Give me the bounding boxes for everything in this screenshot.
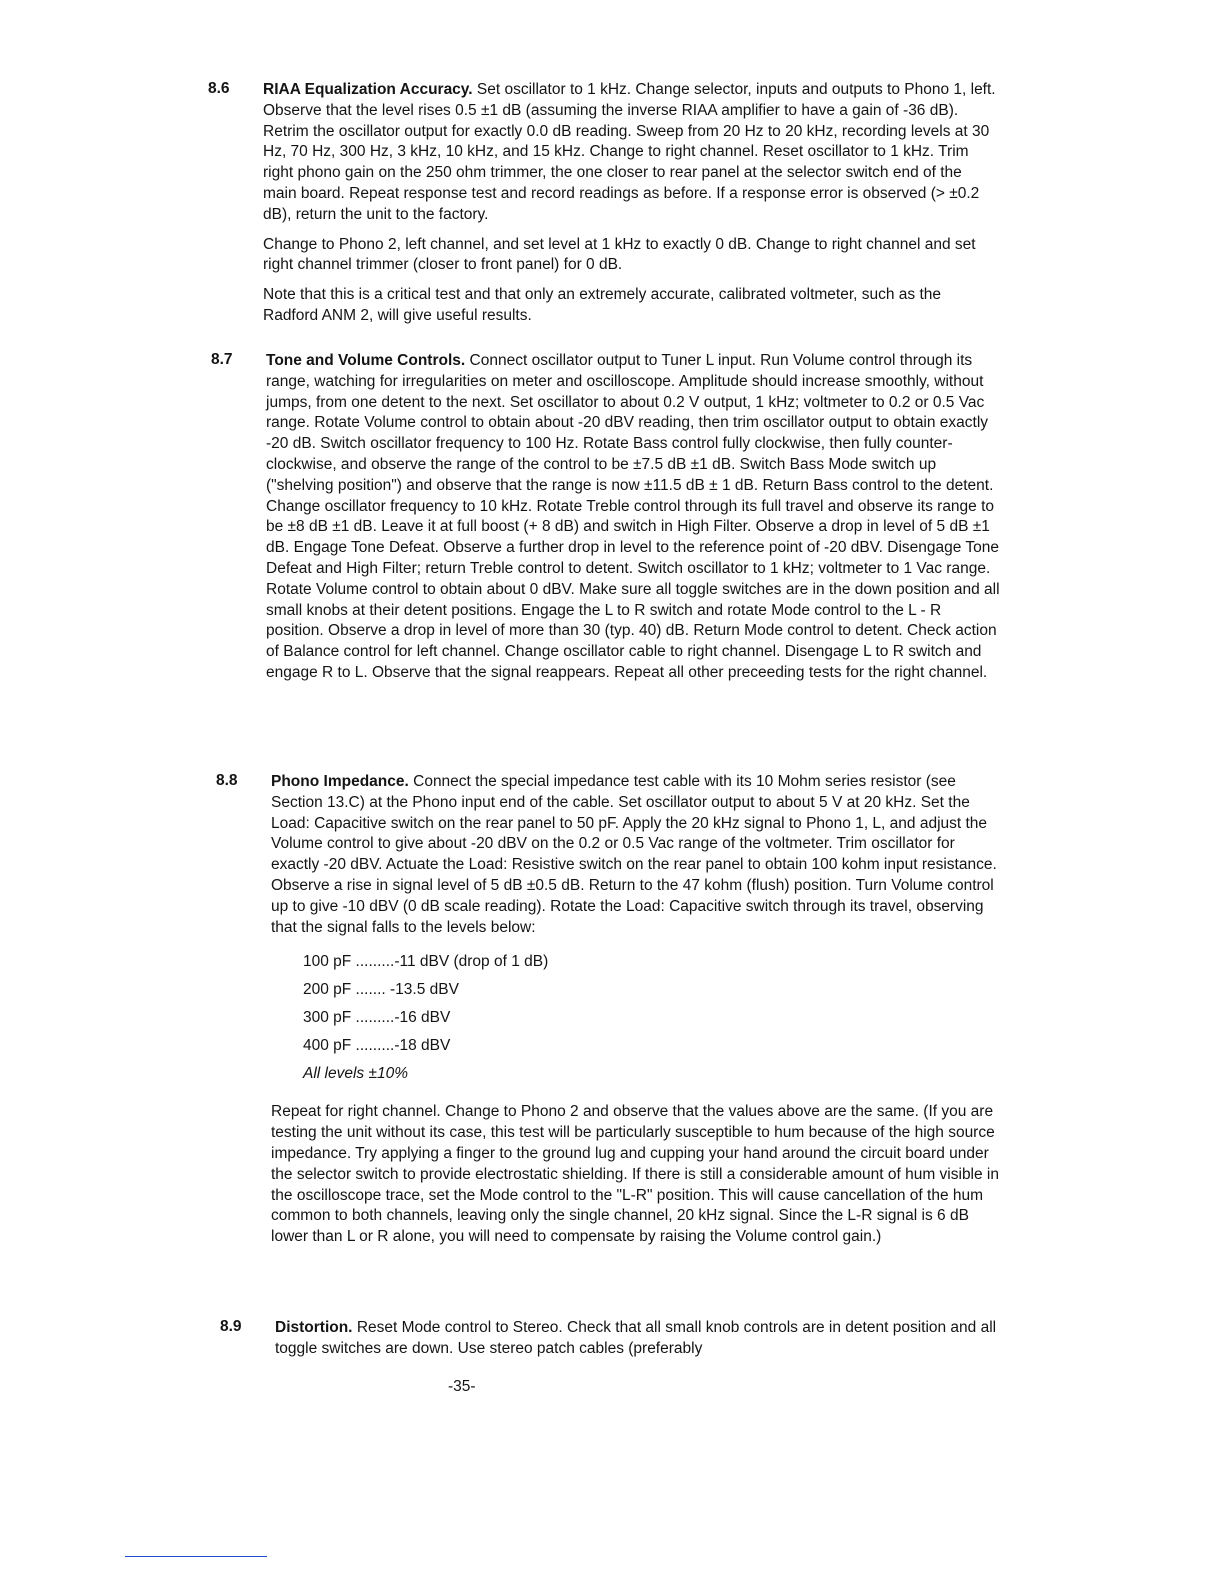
paragraph: Note that this is a critical test and that only an extremely accurate, calibrated voltmeter, such as the Radford ANM 2, will give useful results.: [263, 286, 942, 324]
section-number: 8.9: [220, 1318, 242, 1335]
section-heading: Distortion.: [275, 1319, 353, 1336]
section-heading: Tone and Volume Controls.: [266, 352, 466, 369]
section-number: 8.8: [216, 772, 238, 789]
levels-row: 200 pF ....... -13.5 dBV: [303, 981, 459, 999]
levels-row: 100 pF .........-11 dBV (drop of 1 dB): [303, 953, 549, 971]
section-number: 8.6: [208, 80, 230, 97]
paragraph-text: Set oscillator to 1 kHz. Change selector, inputs and outputs to Phono 1, left. Observe that the level rises 0.5 ±1 dB (assuming the inverse RIAA amplifier to have a gain of -36 dB). Retrim the oscillator output for exactly 0.0 dB reading. Sweep from 20 Hz to 20 kHz, recording levels at 30 Hz, 70 Hz, 300 Hz, 3 kHz, 10 kHz, and 15 kHz. Change to right channel. Reset oscillator to 1 kHz. Trim right phono gain on the 250 ohm trimmer, the one closer to rear panel at the selector switch end of the main board. Repeat response test and record readings as before. If a response error is observed (> ±0.2 dB), return the unit to the factory.: [263, 81, 996, 223]
section-heading: Phono Impedance.: [271, 773, 409, 790]
paragraph-text: Connect the special impedance test cable with its 10 Mohm series resistor (see Section 13.C) at the Phono input end of the cable. Set oscillator output to about 5 V at 20 kHz. Set the Load: Capacitive switch on the rear panel to 50 pF. Apply the 20 kHz signal to Phono 1, L, and adjust the Volume control to give about -20 dBV on the 0.2 or 0.5 Vac range of the voltmeter. Trim oscillator for exactly -20 dBV. Actuate the Load: Resistive switch on the rear panel to obtain 100 kohm input resistance. Observe a rise in signal level of 5 dB ±0.5 dB. Return to the 47 kohm (flush) position. Turn Volume control up to give -10 dBV (0 dB scale reading). Rotate the Load: Capacitive switch through its travel, observing that the signal falls to the levels below:: [271, 773, 997, 936]
section-body: [263, 80, 998, 327]
paragraph: [275, 1318, 1010, 1360]
section-body: [266, 351, 1001, 684]
paragraph: [263, 80, 998, 226]
levels-table: [303, 948, 1006, 1088]
paragraph-text: Reset Mode control to Stereo. Check that all small knob controls are in detent position and all toggle switches are down. Use stereo patch cables (preferably: [275, 1319, 997, 1357]
levels-row: 300 pF .........-16 dBV: [303, 1009, 451, 1027]
paragraph-text: Connect oscillator output to Tuner L input. Run Volume control through its range, watching for irregularities on meter and oscilloscope. Amplitude should increase smoothly, without jumps, from one detent to the next. Set oscillator to about 0.2 V output, 1 kHz; voltmeter to 0.2 or 0.5 Vac range. Rotate Volume control to obtain about -20 dBV reading, then trim oscillator output to obtain exactly -20 dB. Switch oscillator frequency to 100 Hz. Rotate Bass control fully clockwise, then fully counter-clockwise, and observe the range of the control to be ±7.5 dB ±1 dB. Switch Bass Mode switch up ("shelving position") and observe that the range is now ±11.5 dB ± 1 dB. Return Bass control to the detent. Change oscillator frequency to 10 kHz. Rotate Treble control through its full travel and observe its range to be ±8 dB ±1 dB. Leave it at full boost (+ 8 dB) and switch in High Filter. Observe a drop in level of 5 dB ±1 dB. Engage Tone Defeat. Observe a further drop in level to the reference point of -20 dBV. Disengage Tone Defeat and High Filter; return Treble control to detent. Switch oscillator to 1 kHz; voltmeter to 1 Vac range. Rotate Volume control to obtain about 0 dBV. Make sure all toggle switches are in the down position and all small knobs at their detent positions. Engage the L to R switch and rotate Mode control to the L - R position. Observe a drop in level of more than 30 (typ. 40) dB. Return Mode control to detent. Check action of Balance control for left channel. Change oscillator cable to right channel. Disengage L to R switch and engage R to L. Observe that the signal reappears. Repeat all other preceeding tests for the right channel.: [266, 352, 1000, 681]
section-heading: RIAA Equalization Accuracy.: [263, 81, 473, 98]
paragraph: Change to Phono 2, left channel, and set level at 1 kHz to exactly 0 dB. Change to right channel and set right channel trimmer (closer to front panel) for 0 dB.: [263, 235, 976, 274]
footnote-separator: [125, 1556, 267, 1557]
section-body: [275, 1318, 1010, 1360]
section-number: 8.7: [211, 351, 233, 368]
paragraph: Repeat for right channel. Change to Phono 2 and observe that the values above are the same. (If you are testing the unit without its case, this test will be particularly susceptible to hum because of the high source impedance. Try applying a finger to the ground lug and cupping your hand around the circuit board under the selector switch to provide electrostatic shielding. If there is still a considerable amount of hum visible in the oscilloscope trace, set the Mode control to the "L-R" position. This will cause cancellation of the hum common to both channels, leaving only the single channel, 20 kHz signal. Since the L-R signal is 6 dB lower than L or R alone, you will need to compensate by raising the Volume control gain.): [271, 1103, 999, 1246]
levels-note: All levels ±10%: [303, 1065, 408, 1083]
paragraph: [266, 351, 1001, 684]
section-body: [271, 772, 1006, 1248]
page-number: -35-: [448, 1378, 476, 1395]
levels-row: 400 pF .........-18 dBV: [303, 1037, 451, 1055]
paragraph: [271, 772, 1006, 938]
